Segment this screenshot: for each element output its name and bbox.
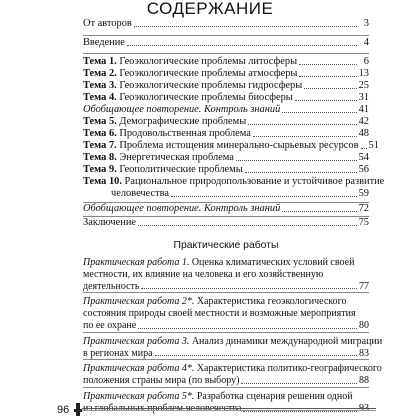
toc-entry-review[interactable] xyxy=(83,203,369,215)
practical-item-last[interactable] xyxy=(83,375,369,387)
toc-entry-label: От авторов xyxy=(83,18,132,29)
practical-item-last[interactable] xyxy=(83,281,369,293)
practical-text: Характеристика политико-географического xyxy=(196,363,382,375)
dot-leader xyxy=(361,148,367,149)
practical-text: состояния природы своей местности и возможные мероприятия xyxy=(83,308,356,320)
topic-number: Тема 10. xyxy=(83,176,122,187)
toc-entry-label: Геоэкологические проблемы гидросферы xyxy=(119,80,303,91)
dot-leader xyxy=(127,45,357,46)
topic-number: Тема 3. xyxy=(83,80,117,91)
practical-item-line[interactable] xyxy=(83,335,383,348)
topic-number: Тема 8. xyxy=(83,152,117,163)
toc-page-number: 48 xyxy=(358,128,369,139)
practical-prefix: Практическая работа 3. xyxy=(83,335,190,347)
toc-entry-authors[interactable] xyxy=(83,18,369,30)
practical-text: положения страны мира (по выбору) xyxy=(83,375,240,387)
toc-page-number: 31 xyxy=(358,92,369,103)
dot-leader xyxy=(295,100,357,101)
toc-entry-topic[interactable] xyxy=(83,56,369,68)
toc-page-number: 13 xyxy=(358,68,369,79)
toc-entry-topic[interactable] xyxy=(83,68,369,80)
practical-text: Разработка сценария решения одной xyxy=(196,390,353,402)
toc-page-number: 93 xyxy=(359,402,369,414)
toc-entry-label: Обобщающее повторение. Контроль знаний xyxy=(83,104,281,115)
dot-leader xyxy=(138,225,357,226)
toc-entry-topic[interactable] xyxy=(83,92,369,104)
toc-entry-topic[interactable] xyxy=(83,164,369,176)
practical-prefix: Практическая работа 2*. xyxy=(83,296,195,308)
toc-page-number: 54 xyxy=(358,152,369,163)
dot-leader xyxy=(245,172,357,173)
toc-page-number: 51 xyxy=(368,140,379,151)
topic-number: Тема 4. xyxy=(83,92,117,103)
toc-page-number: 72 xyxy=(358,203,369,214)
topic-number: Тема 7. xyxy=(83,140,117,151)
toc-entry-label: Рациональное природопользование и устойчивое развитие xyxy=(124,176,385,187)
toc-page-number: 41 xyxy=(358,104,369,115)
toc-entry-topic[interactable] xyxy=(83,128,369,140)
practical-item-line xyxy=(83,269,369,281)
practical-text: Оценка климатических условий своей xyxy=(191,257,355,268)
practical-prefix: Практическая работа 5*. xyxy=(83,390,195,402)
toc-entry-topic[interactable] xyxy=(83,116,369,128)
practical-text: по ее охране xyxy=(83,319,137,331)
dot-leader xyxy=(282,211,356,212)
toc-entry-intro[interactable] xyxy=(83,37,369,49)
practical-item-line[interactable] xyxy=(83,296,369,308)
toc-page-number: 3 xyxy=(363,18,369,29)
topic-number: Тема 9. xyxy=(83,164,117,175)
toc-entry-label: Геополитические проблемы xyxy=(119,164,243,175)
toc-page-number: 6 xyxy=(363,56,369,67)
toc-entry-label: Заключение xyxy=(83,217,136,228)
toc-page-number: 25 xyxy=(358,80,369,91)
toc-page-number: 42 xyxy=(358,116,369,127)
topic-number: Тема 2. xyxy=(83,68,117,79)
topic-number: Тема 1. xyxy=(83,56,117,67)
dot-leader xyxy=(236,160,357,161)
page-footer xyxy=(57,398,376,420)
toc-entry-label: Проблема истощения минерально-сырьевых ресурсов xyxy=(119,140,359,151)
toc-entry-label: Введение xyxy=(83,37,125,48)
toc-page-number: 80 xyxy=(359,319,369,331)
toc-entry-topic[interactable] xyxy=(83,140,379,152)
toc-page-number: 75 xyxy=(358,217,369,228)
dot-leader xyxy=(282,112,356,113)
dot-leader xyxy=(134,26,357,27)
toc-entry-topic[interactable] xyxy=(83,152,369,164)
practical-item-line[interactable] xyxy=(83,363,382,375)
dot-leader xyxy=(248,124,356,125)
practical-text: местности, их влияние на человека и его хозяйственную xyxy=(83,268,324,280)
practical-text: деятельность xyxy=(83,280,140,292)
toc-entry-label: Энергетическая проблема xyxy=(119,152,234,163)
table-of-contents xyxy=(83,18,385,415)
practical-text: из глобальных проблем человечества xyxy=(83,402,242,414)
dot-leader xyxy=(141,288,357,289)
toc-page-number: 83 xyxy=(359,347,369,359)
practical-item-last[interactable] xyxy=(83,320,369,332)
toc-entry-topic-10[interactable] xyxy=(83,176,385,188)
practical-text: Характеристика геоэкологического xyxy=(196,296,347,308)
toc-entry-label: Обобщающее повторение. Контроль знаний xyxy=(83,203,281,214)
dot-leader xyxy=(253,136,357,137)
toc-entry-review[interactable] xyxy=(83,104,369,116)
practical-text: в регионах мира xyxy=(83,347,153,359)
practical-heading: Практические работы xyxy=(173,240,279,251)
toc-entry-label: Геоэкологические проблемы атмосферы xyxy=(119,68,298,79)
toc-entry-label: Продовольственная проблема xyxy=(119,128,251,139)
toc-entry-conclusion[interactable] xyxy=(83,217,369,229)
dot-leader xyxy=(241,383,357,384)
toc-entry-label: Геоэкологические проблемы биосферы xyxy=(119,92,293,103)
toc-entry-label: Демографические проблемы xyxy=(119,116,247,127)
practical-item-last[interactable] xyxy=(83,348,369,360)
practical-item-line[interactable] xyxy=(83,257,369,269)
topic-number: Тема 6. xyxy=(83,128,117,139)
ornament-icon xyxy=(74,409,82,412)
page-title: СОДЕРЖАНИЕ xyxy=(146,0,274,18)
toc-page-number: 4 xyxy=(363,37,369,48)
practical-prefix: Практическая работа 4*. xyxy=(83,363,195,375)
toc-entry-topic-10-cont[interactable] xyxy=(83,188,369,200)
toc-page-number: 77 xyxy=(359,280,369,292)
practical-text: Анализ динамики международной миграции xyxy=(191,335,383,347)
footer-rule xyxy=(82,410,376,411)
toc-entry-label-cont: человечества xyxy=(111,188,170,199)
toc-page-number: 88 xyxy=(359,375,369,387)
dot-leader xyxy=(299,76,356,77)
page-number: 96 xyxy=(57,404,70,416)
practical-prefix: Практическая работа 1. xyxy=(83,257,190,268)
dot-leader xyxy=(171,196,357,197)
practical-item-line xyxy=(83,308,369,320)
dot-leader xyxy=(304,88,356,89)
toc-page-number: 59 xyxy=(358,188,369,199)
dot-leader xyxy=(155,355,357,356)
topic-number: Тема 5. xyxy=(83,116,117,127)
toc-page-number: 56 xyxy=(358,164,369,175)
toc-entry-label: Геоэкологические проблемы литосферы xyxy=(119,56,298,67)
dot-leader xyxy=(299,64,357,65)
footer-rule xyxy=(82,408,376,409)
dot-leader xyxy=(138,328,357,329)
toc-entry-topic[interactable] xyxy=(83,80,369,92)
practical-list xyxy=(83,257,383,415)
